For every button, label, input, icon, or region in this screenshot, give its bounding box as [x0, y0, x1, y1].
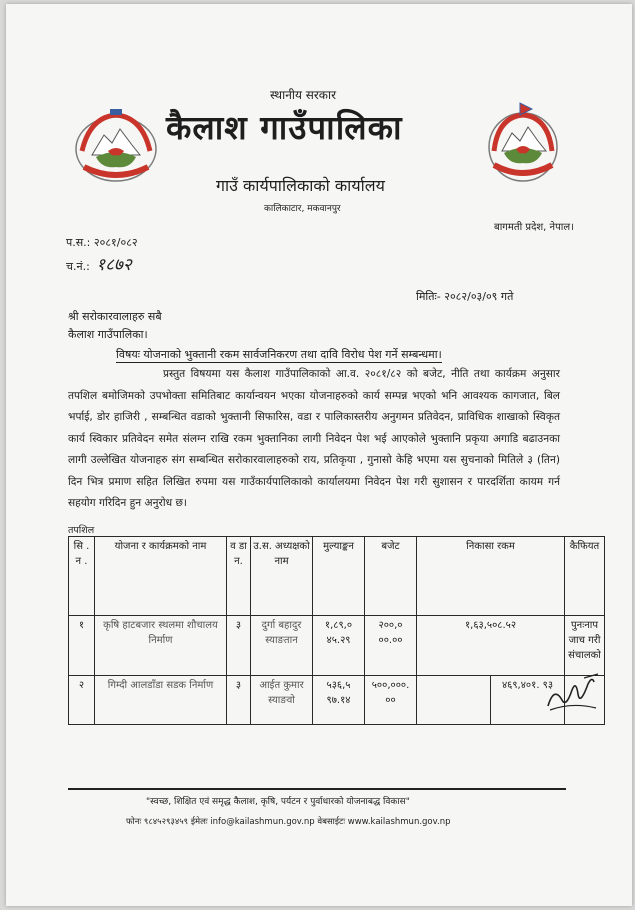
recipient-line-2: कैलाश गाउँपालिका।: [68, 328, 148, 341]
ps-label: प.स.:: [66, 236, 91, 249]
ch-label: च.नं.:: [66, 260, 90, 273]
cell-release: १,६३,५०८.५२: [417, 616, 565, 676]
table-header-row: [69, 537, 605, 616]
cell-ward: ३: [227, 676, 251, 725]
cell-name: गिम्दी आलडाँडा सडक निर्माण: [95, 676, 227, 725]
cell-budget: २००,० ००.००: [365, 616, 417, 676]
header-budget: बजेट: [365, 537, 417, 616]
ch-value-handwritten: १८७२: [96, 255, 132, 275]
cell-name: कृषि हाटबजार स्थलमा शौचालय निर्माण: [95, 616, 227, 676]
website-link[interactable]: www.kailashmun.gov.np: [347, 817, 451, 827]
header-valuation: मुल्याङ्कन: [313, 537, 365, 616]
footer-divider: [68, 788, 566, 790]
phone-value: ९८४५२९३४५९: [143, 817, 189, 827]
subject-line: विषयः योजनाको भुक्तानी रकम सार्वजनिकरण तथा दावि विरोध पेश गर्ने सम्बन्धमा।: [116, 348, 442, 361]
header-ward: व डा न.: [227, 537, 251, 616]
cell-chair: दुर्गा बहादुर स्याङतान: [251, 616, 313, 676]
letter-date: मितिः- २०८२/०३/०९ गते: [416, 290, 514, 303]
email-link[interactable]: info@kailashmun.gov.np: [210, 817, 315, 827]
project-schedule-table: [68, 536, 605, 725]
header-remarks: कैफियत: [565, 537, 605, 616]
table-row: [69, 676, 605, 725]
organization-name: कैलाश गाउँपालिका: [166, 108, 403, 147]
cell-valuation: १,८९,० ४५.२९: [313, 616, 365, 676]
cell-release-amount: ४६९,४०१. ९३: [491, 676, 565, 725]
phone-label: फोनः: [126, 817, 142, 827]
cell-release: [417, 676, 491, 725]
website-label: वेबसाईटः: [317, 817, 346, 827]
ps-value: २०८१/०८२: [93, 236, 138, 249]
letter-body: प्रस्तुत विषयमा यस कैलाश गाउँपालिकाको आ.व. २०८१/८२ को बजेट, नीति तथा कार्यक्रम अनुसार तपशिल बमोजिमको उपभोक्ता समितिबाट कार्यान्वयन भएका योजनाहरुको कार्य सम्पन्न भएको भनि आवश्यक कागजात, बिल भर्पाई, डोर हाजिरी , सम्बन्धित वडाको भुक्तानी सिफारिस, वडा र पालिकास्तरीय अनुगमन प्रतिवेदन, प्राविधिक शाखाको स्विकृत कार्य स्विकार प्रतिवेदन समेत संलग्न राखि रकम भुक्तानिका लागी निवेदन पेश भई आएकोले भुक्तानि प्रकृया अगाडि बढाउनका लागी उल्लेखित योजनाहरु संग सम्बन्धित सरोकारवालाहरुको राय, प्रतिकृया , गुनासो केहि भएमा यस सुचनाको मितिले ३ (तिन) दिन भित्र प्रमाण सहित लिखित रुपमा यस गाउँकार्यपालिकाको कार्यालयमा निवेदन पेश गरी सुशासन र पारदर्शिता कायम गर्न सहयोग गरिदिन हुन अनुरोध छ।: [68, 368, 560, 509]
province-label: बागमती प्रदेश, नेपाल।: [494, 222, 574, 233]
cell-remarks: पुनःनाप जाच गरी संचालको: [565, 616, 605, 676]
office-address: कालिकाटार, मकवानपुर: [264, 204, 341, 214]
cell-sn: २: [69, 676, 95, 725]
schedule-caption: तपशिल: [68, 525, 95, 536]
footer-slogan: "स्वच्छ, शिक्षित एवं समृद्ध कैलाश, कृषि, पर्यटन र पुर्वाधारको योजनाबद्ध विकास": [146, 797, 410, 807]
cell-budget: ५००,०००. ००: [365, 676, 417, 725]
signature-mark: [544, 672, 600, 716]
nepal-emblem-right-icon: [480, 101, 566, 187]
table-row: [69, 616, 605, 676]
recipient-line-1: श्री सरोकारवालाहरु सबै: [68, 310, 162, 323]
footer-contact: [126, 816, 450, 827]
header-release: निकासा रकम: [417, 537, 565, 616]
header-name: योजना र कार्यक्रमको नाम: [95, 537, 227, 616]
letter-page: [6, 4, 632, 906]
local-government-label: स्थानीय सरकार: [270, 88, 336, 102]
nepal-emblem-left-icon: [70, 107, 162, 185]
header-chair: उ.स. अध्यक्षको नाम: [251, 537, 313, 616]
reference-ch: [66, 252, 132, 275]
header-sn: सि . न .: [69, 537, 95, 616]
email-label: ईमेलः: [190, 817, 208, 827]
office-name: गाउँ कार्यपालिकाको कार्यालय: [216, 176, 385, 195]
cell-chair: आईत कुमार स्याङवो: [251, 676, 313, 725]
cell-valuation: ५३६,५ ९७.१४: [313, 676, 365, 725]
cell-ward: ३: [227, 616, 251, 676]
cell-sn: १: [69, 616, 95, 676]
reference-ps: [66, 235, 138, 250]
